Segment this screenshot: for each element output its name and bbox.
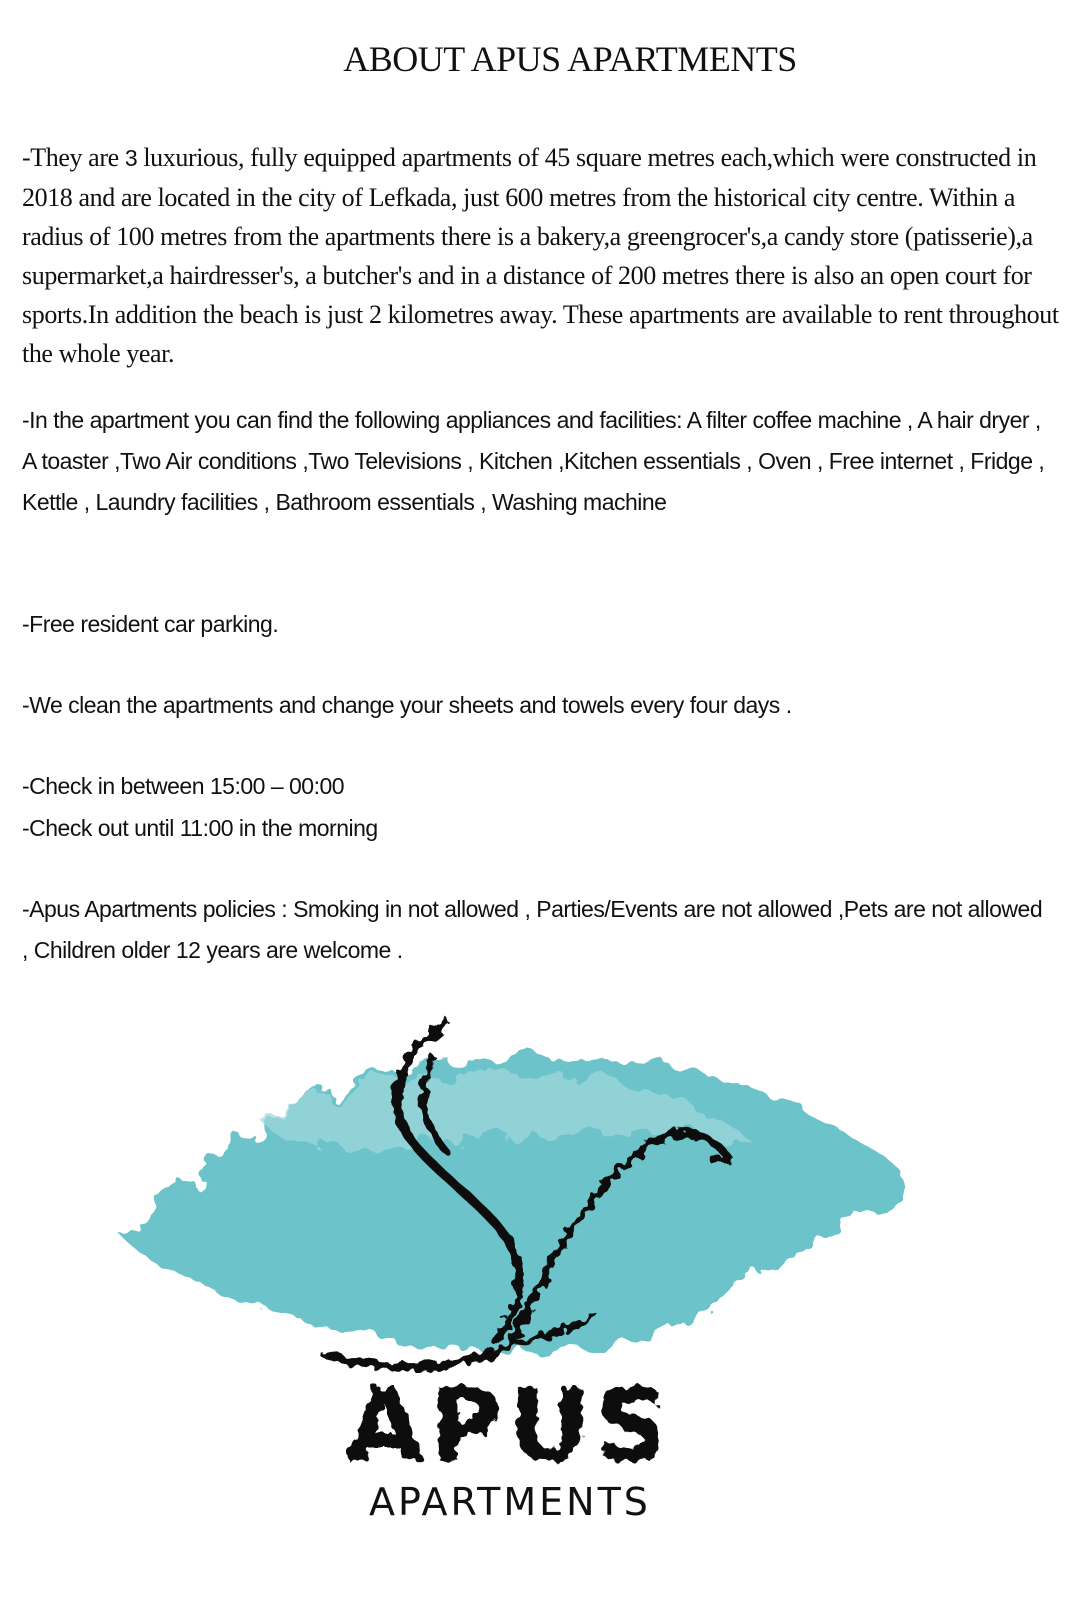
intro-prefix: -They are [22,143,125,172]
page-title: ABOUT APUS APARTMENTS [343,39,797,79]
cleaning-paragraph: -We clean the apartments and change your sheets and towels every four days . [22,692,792,718]
logo-subtitle-text: APARTMENTS [369,1480,651,1524]
parking-paragraph: -Free resident car parking. [22,611,279,637]
apus-logo-graphic [100,1010,920,1530]
check-out-line: -Check out until 11:00 in the morning [22,815,378,841]
facilities-paragraph: -In the apartment you can find the following appliances and facilities: A filter coffee machine , A hair dryer , A toaster ,Two Air conditions ,Two Televisions , Kitchen ,Kitchen essentials , Oven , Free internet , Fridge , Kettle , Laundry facilities , Bathroom essentials , Washing machine [22,407,1045,515]
intro-paragraph [22,138,1062,373]
apus-logo [100,1010,920,1530]
policies-paragraph: -Apus Apartments policies : Smoking in not allowed , Parties/Events are not allowed ,Pets are not allowed , Children older 12 years are welcome . [22,896,1043,963]
apartment-count: 3 [124,145,138,171]
logo-brand-text: APUS [346,1367,674,1484]
intro-text: luxurious, fully equipped apartments of 45 square metres each,which were constructed in 2018 and are located in the city of Lefkada, just 600 metres from the historical city centre. Within a radius of 100 metres from the apartments there is a bakery,a greengrocer's,a candy store (patisserie),a supermarket,a hairdresser's, a butcher's and in a distance of 200 metres there is also an open court for sports.In addition the beach is just 2 kilometres away. These apartments are available to rent throughout the whole year. [22,143,1059,368]
check-in-line: -Check in between 15:00 – 00:00 [22,773,345,799]
